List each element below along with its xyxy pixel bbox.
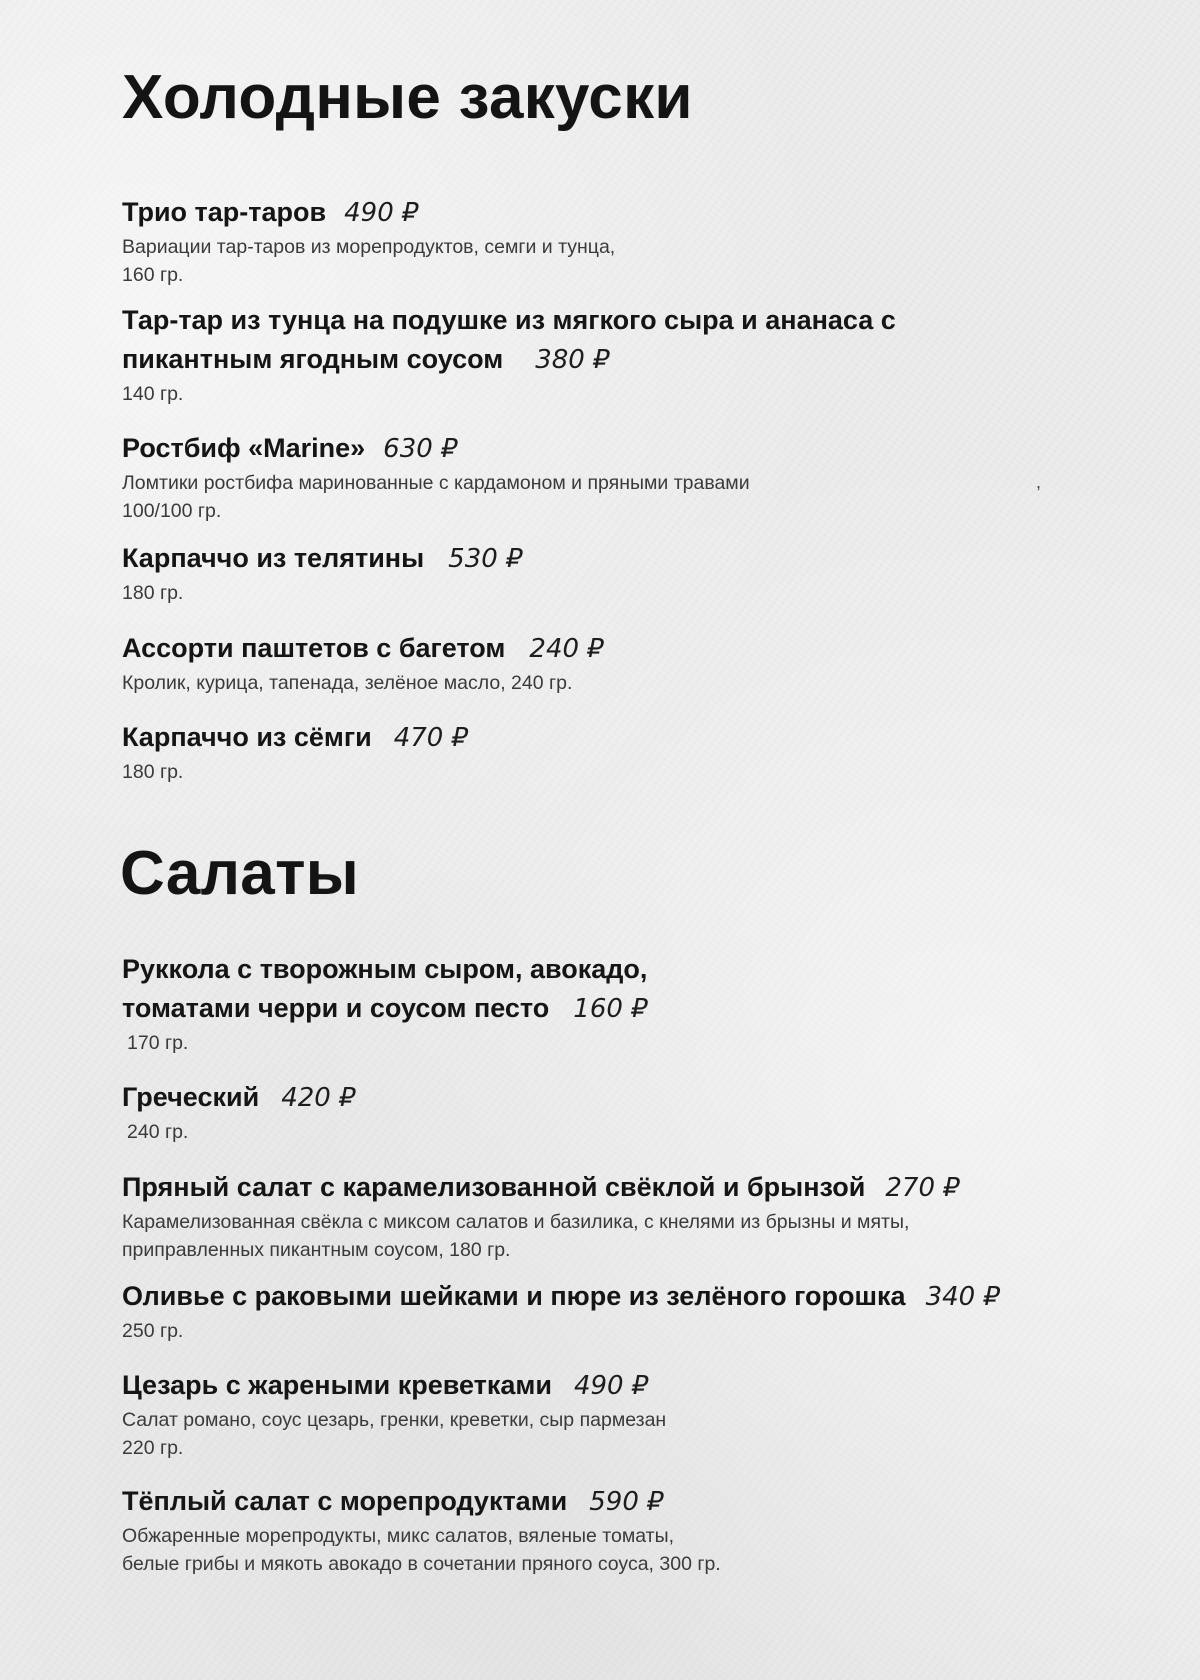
item-price: 160 ₽ (573, 994, 648, 1024)
item-name-line: Руккола с творожным сыром, авокадо, (122, 954, 648, 984)
item-price: 340 ₽ (925, 1282, 1001, 1312)
menu-item (122, 1168, 1082, 1264)
item-name-line (122, 989, 1082, 1029)
item-name-line (122, 1482, 1082, 1522)
item-name-line (122, 539, 1082, 579)
item-name-line (122, 429, 1082, 469)
item-name-line (122, 1366, 1082, 1406)
item-name-line (122, 340, 1082, 380)
item-weight: 180 гр. (122, 582, 184, 604)
item-weight: 220 гр. (122, 1437, 184, 1459)
item-name: Трио тар-таров (122, 197, 327, 227)
item-weight: 160 гр. (122, 264, 184, 286)
item-name: Пряный салат с карамелизованной свёклой и брынзой (122, 1172, 866, 1202)
item-name-line (122, 629, 1082, 669)
item-description: белые грибы и мякоть авокадо в сочетании пряного соуса, 300 гр. (122, 1553, 721, 1575)
item-name-line (122, 193, 1082, 233)
item-description: Салат романо, соус цезарь, гренки, креветки, сыр пармезан (122, 1409, 667, 1431)
item-name: Тёплый салат с морепродуктами (122, 1486, 568, 1516)
menu-item (122, 429, 1082, 525)
item-name: Цезарь с жареными креветками (122, 1370, 552, 1400)
menu-item (122, 1277, 1082, 1345)
menu-item (122, 1482, 1082, 1578)
item-price: 470 ₽ (393, 723, 469, 753)
item-price: 240 ₽ (529, 634, 604, 664)
stray-comma: , (1036, 472, 1042, 492)
item-description: Карамелизованная свёкла с миксом салатов и базилика, с кнелями из брызны и мяты, (122, 1211, 910, 1233)
item-name: Греческий (122, 1082, 260, 1112)
item-name: Ростбиф «Marine» (122, 433, 366, 463)
item-price: 590 ₽ (589, 1487, 664, 1517)
menu-item (122, 301, 1082, 408)
item-name-line (122, 1277, 1082, 1317)
menu-item (122, 718, 1082, 786)
item-name-line (122, 1078, 1082, 1118)
item-price: 420 ₽ (281, 1083, 356, 1113)
item-price: 490 ₽ (573, 1371, 649, 1401)
item-description: Ломтики ростбифа маринованные с кардамоном и пряными травами (122, 472, 750, 494)
item-name: пикантным ягодным соусом (122, 344, 504, 374)
item-weight: 140 гр. (122, 383, 184, 405)
item-description: Вариации тар-таров из морепродуктов, семги и тунца, (122, 236, 616, 258)
menu-item (122, 1078, 1082, 1146)
menu-item (122, 629, 1082, 697)
item-weight: 100/100 гр. (122, 500, 222, 522)
menu-item (122, 539, 1082, 607)
section-title-cold-appetizers: Холодные закуски (122, 63, 693, 132)
item-name-line (122, 718, 1082, 758)
item-name-line: Тар-тар из тунца на подушке из мягкого сыра и ананаса с (122, 305, 896, 335)
item-name: Оливье с раковыми шейками и пюре из зелёного горошка (122, 1281, 906, 1311)
menu-item (122, 950, 1082, 1057)
item-name-line (122, 1168, 1082, 1208)
menu-item (122, 1366, 1082, 1462)
item-weight: 170 гр. (127, 1032, 189, 1054)
item-price: 630 ₽ (383, 434, 458, 464)
item-weight: 180 гр. (122, 761, 184, 783)
item-price: 270 ₽ (885, 1173, 960, 1203)
item-price: 530 ₽ (448, 544, 523, 574)
item-weight: 250 гр. (122, 1320, 184, 1342)
item-name: Ассорти паштетов с багетом (122, 633, 506, 663)
item-description: приправленных пикантным соусом, 180 гр. (122, 1239, 511, 1261)
item-price: 490 ₽ (344, 198, 419, 228)
item-weight: 240 гр. (127, 1121, 189, 1143)
section-title-salads: Салаты (120, 839, 359, 908)
item-name: Карпаччо из сёмги (122, 722, 372, 752)
item-name: Карпаччо из телятины (122, 543, 425, 573)
item-name: томатами черри и соусом песто (122, 993, 550, 1023)
item-description: Кролик, курица, тапенада, зелёное масло, 240 гр. (122, 672, 573, 694)
item-price: 380 ₽ (535, 345, 610, 375)
item-description: Обжаренные морепродукты, микс салатов, вяленые томаты, (122, 1525, 675, 1547)
menu-item (122, 193, 1082, 289)
